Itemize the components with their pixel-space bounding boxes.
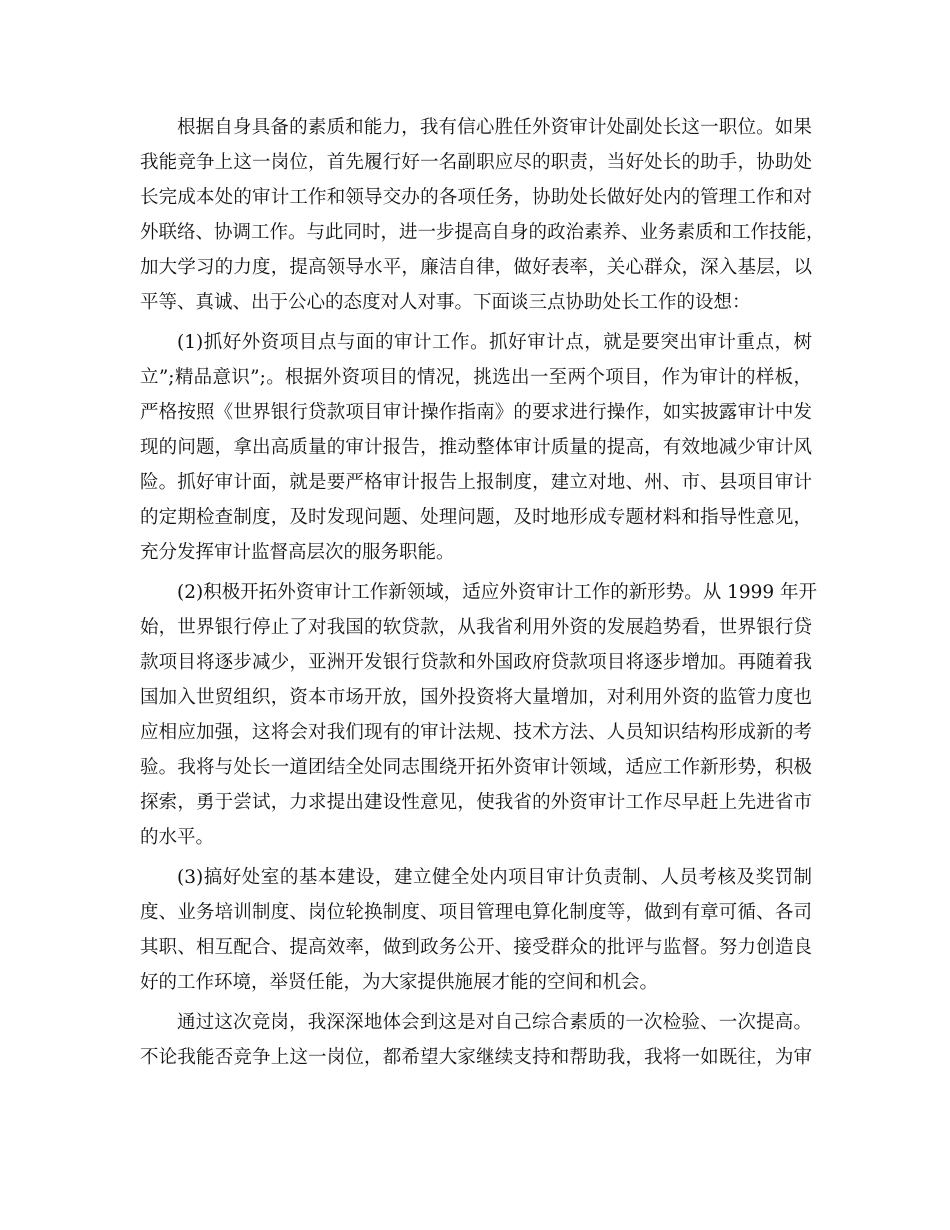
text-line: 通过这次竞岗，我深深地体会到这是对自己综合素质的一次检验、一次提高。 [177, 1012, 812, 1033]
text-line: 探索，勇于尝试，力求提出建设性意见，使我省的外资审计工作尽早赶上先进省市 [140, 792, 812, 813]
text-line: 加大学习的力度，提高领导水平，廉洁自律，做好表率，关心群众，深入基层，以 [140, 257, 812, 278]
text-line: 度、业务培训制度、岗位轮换制度、项目管理电算化制度等，做到有章可循、各司 [140, 902, 812, 923]
text-line: 应相应加强，这将会对我们现有的审计法规、技术方法、人员知识结构形成新的考 [140, 722, 812, 743]
paragraph [140, 325, 812, 570]
text-line: 险。抓好审计面，就是要严格审计报告上报制度，建立对地、州、市、县项目审计 [140, 472, 812, 493]
text-line: 好的工作环境，举贤任能，为大家提供施展才能的空间和机会。 [140, 972, 659, 993]
text-line: 平等、真诚、出于公心的态度对人对事。下面谈三点协助处长工作的设想： [140, 292, 751, 313]
text-line: (1)抓好外资项目点与面的审计工作。抓好审计点，就是要突出审计重点，树 [177, 332, 812, 353]
text-line: 我能竞争上这一岗位，首先履行好一名副职应尽的职责，当好处长的助手，协助处 [140, 152, 812, 173]
paragraph [140, 575, 818, 855]
document-page [140, 110, 825, 1080]
text-line: 根据自身具备的素质和能力，我有信心胜任外资审计处副处长这一职位。如果 [177, 117, 812, 138]
text-line: (2)积极开拓外资审计工作新领域，适应外资审计工作的新形势。从 1999 年开 [177, 582, 818, 603]
text-line: 外联络、协调工作。与此同时，进一步提高自身的政治素养、业务素质和工作技能， [140, 222, 825, 243]
text-line: 的定期检查制度，及时发现问题、处理问题，及时地形成专题材料和指导性意见， [140, 507, 812, 528]
text-line: 始，世界银行停止了对我国的软贷款，从我省利用外资的发展趋势看，世界银行贷 [140, 617, 812, 638]
paragraph [140, 1005, 812, 1075]
text-line: 严格按照《世界银行贷款项目审计操作指南》的要求进行操作，如实披露审计中发 [140, 402, 812, 423]
text-line: 款项目将逐步减少，亚洲开发银行贷款和外国政府贷款项目将逐步增加。再随着我 [140, 652, 812, 673]
text-line: 充分发挥审计监督高层次的服务职能。 [140, 542, 455, 563]
text-line: 其职、相互配合、提高效率，做到政务公开、接受群众的批评与监督。努力创造良 [140, 937, 812, 958]
text-line: 现的问题，拿出高质量的审计报告，推动整体审计质量的提高，有效地减少审计风 [140, 437, 812, 458]
text-line: 立”;精品意识”;。根据外资项目的情况，挑选出一至两个项目，作为审计的样板， [140, 367, 812, 388]
paragraph [140, 110, 825, 320]
text-line: 不论我能否竞争上这一岗位，都希望大家继续支持和帮助我，我将一如既往，为审 [140, 1047, 812, 1068]
text-line: 长完成本处的审计工作和领导交办的各项任务，协助处长做好处内的管理工作和对 [140, 187, 812, 208]
text-line: 的水平。 [140, 827, 215, 848]
paragraph [140, 860, 812, 1000]
text-line: 验。我将与处长一道团结全处同志围绕开拓外资审计领域，适应工作新形势，积极 [140, 757, 812, 778]
text-line: (3)搞好处室的基本建设，建立健全处内项目审计负责制、人员考核及奖罚制 [177, 867, 812, 888]
text-line: 国加入世贸组织，资本市场开放，国外投资将大量增加，对利用外资的监管力度也 [140, 687, 812, 708]
